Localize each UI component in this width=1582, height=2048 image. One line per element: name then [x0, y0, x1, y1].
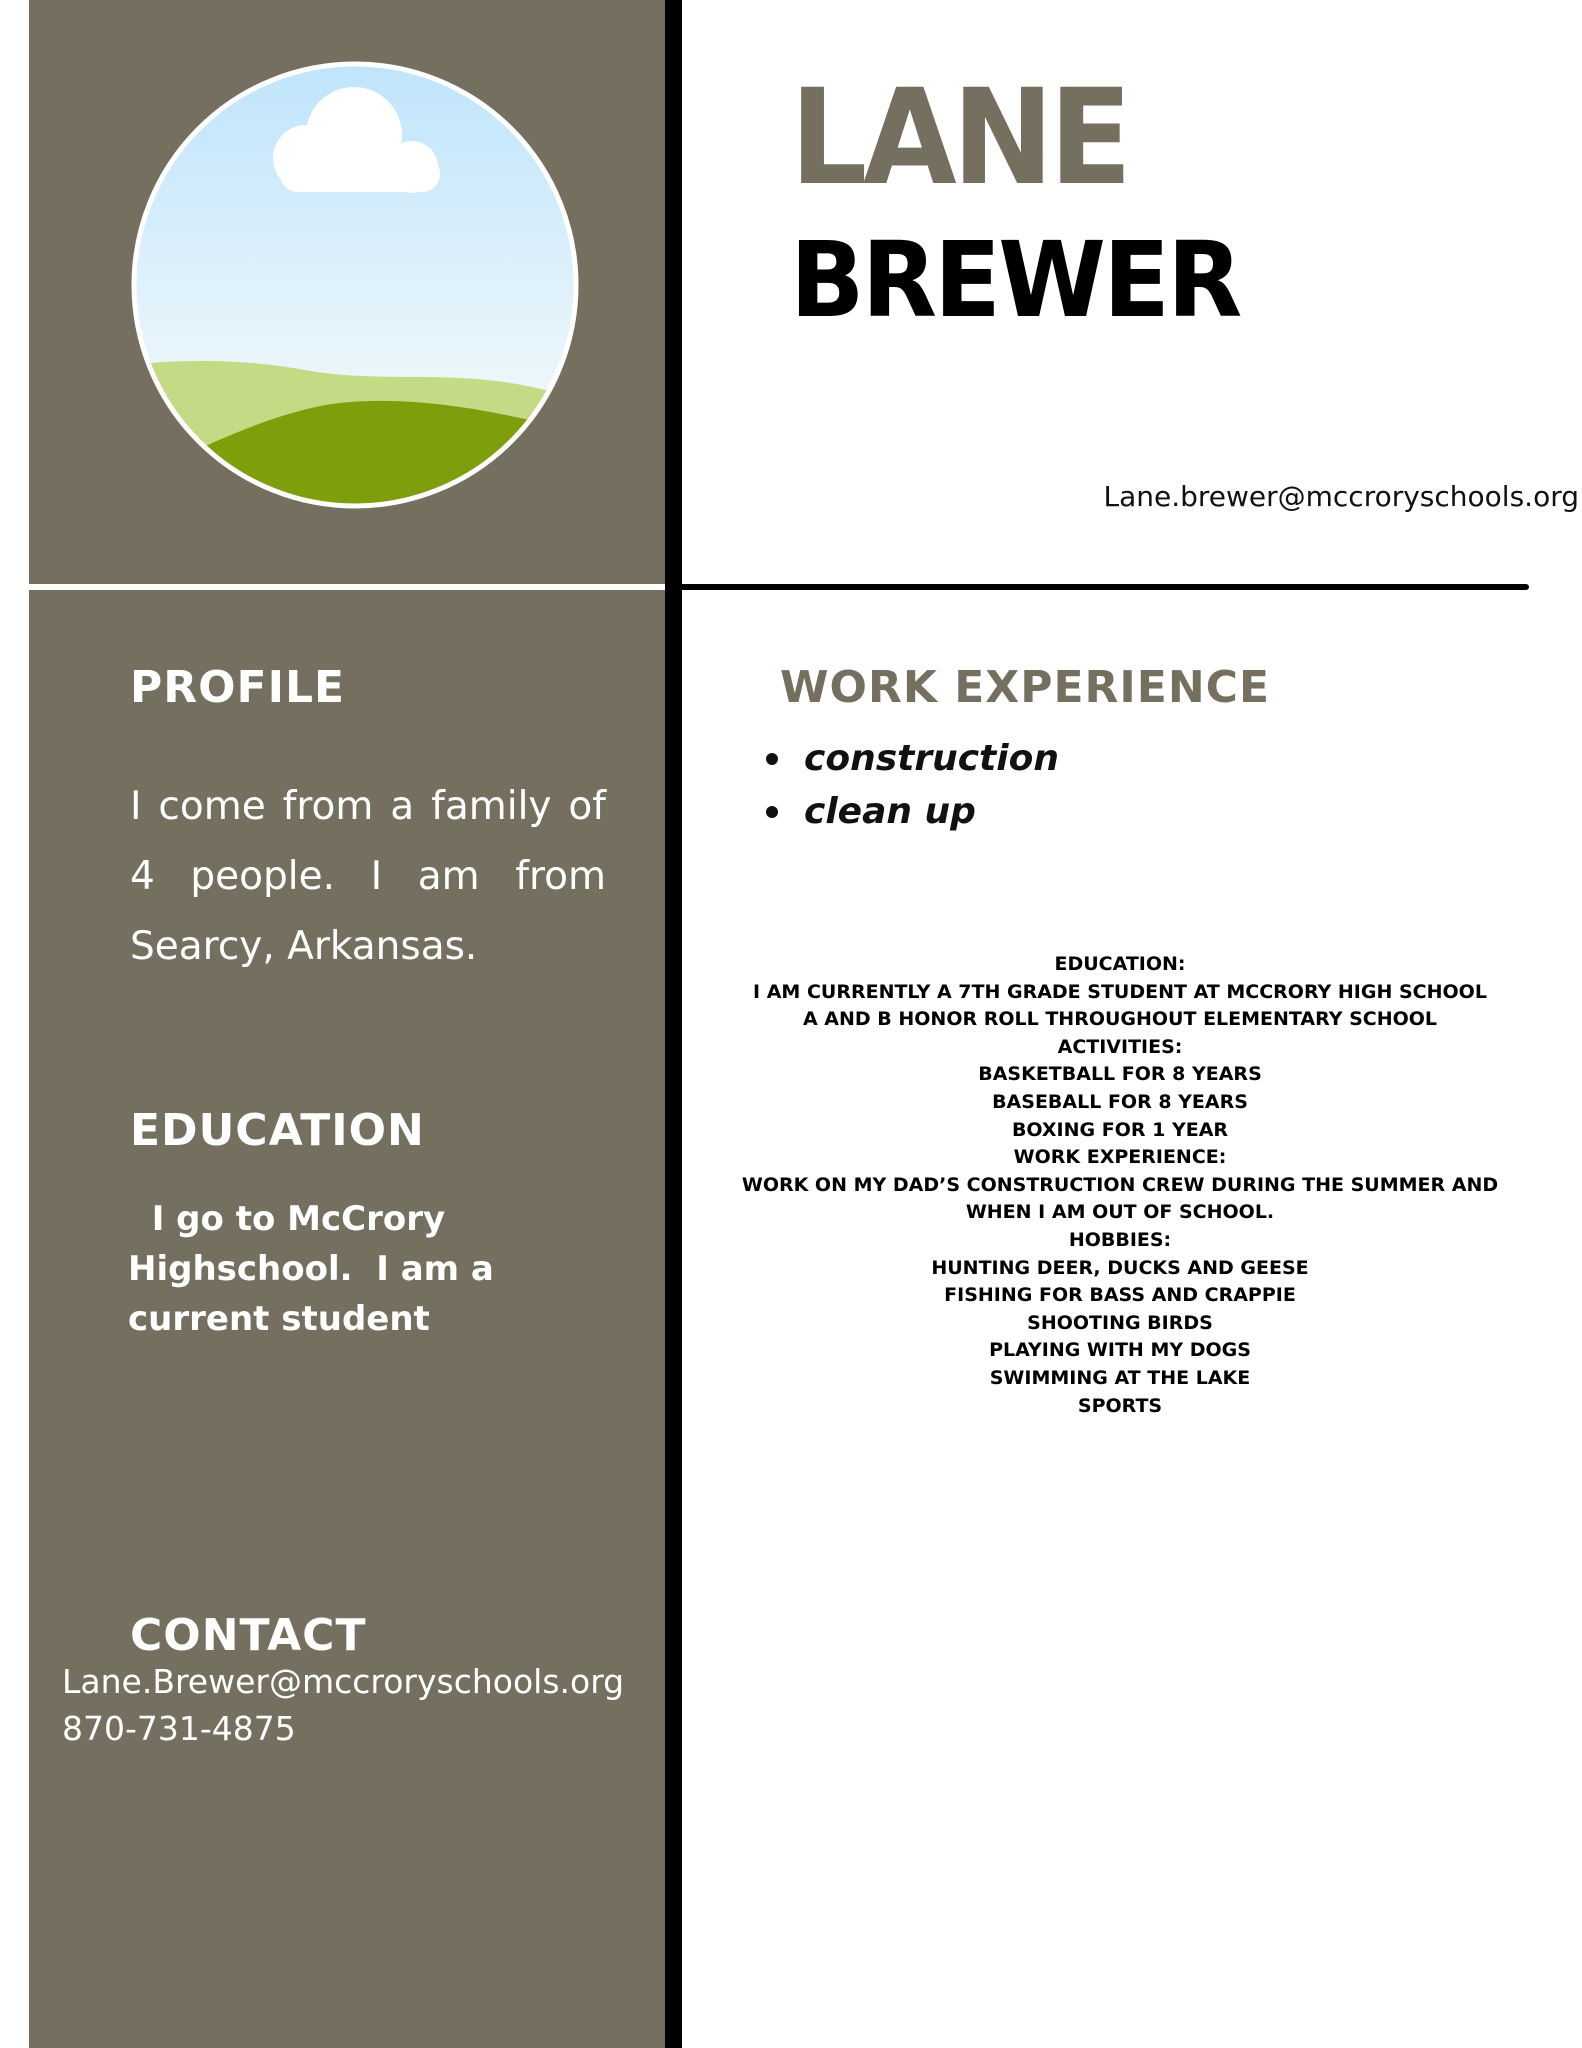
education-text: I go to McCrory Highschool. I am a current student: [128, 1199, 506, 1339]
details-line: HUNTING DEER, DUCKS AND GEESE: [931, 1256, 1309, 1279]
contact-email[interactable]: Lane.Brewer@mccroryschools.org: [62, 1662, 625, 1701]
work-experience-heading: WORK EXPERIENCE: [780, 662, 1270, 713]
contact-phone[interactable]: 870-731-4875: [62, 1709, 296, 1748]
contact-heading: CONTACT: [130, 1610, 367, 1661]
details-line: SHOOTING BIRDS: [1027, 1311, 1213, 1334]
details-line: HOBBIES:: [1068, 1228, 1172, 1251]
details-line: SPORTS: [1077, 1394, 1163, 1417]
bullet-icon: [766, 806, 778, 818]
bullet-icon: [766, 753, 778, 765]
details-line: PLAYING WITH MY DOGS: [989, 1339, 1251, 1362]
details-line: EDUCATION:: [1054, 953, 1186, 975]
work-item-label: clean up: [804, 791, 976, 832]
header-rule: [682, 584, 1529, 590]
details-line: BASEBALL FOR 8 YEARS: [992, 1090, 1248, 1113]
list-item: [764, 785, 1059, 838]
vertical-rule: [665, 0, 682, 2048]
last-name: BREWER: [790, 219, 1240, 341]
details-line: I AM CURRENTLY A 7TH GRADE STUDENT AT MCCRORY HIGH SCHOOL: [753, 980, 1487, 1003]
work-experience-list: [764, 732, 1059, 838]
landscape-placeholder-icon: [130, 60, 580, 510]
sidebar-divider: [29, 584, 665, 590]
details-line: A AND B HONOR ROLL THROUGHOUT ELEMENTARY SCHOOL: [802, 1008, 1438, 1031]
first-name: LANE: [790, 61, 1128, 215]
details-line: SWIMMING AT THE LAKE: [989, 1366, 1251, 1389]
details-line: ACTIVITIES:: [1057, 1035, 1183, 1058]
details-line: WORK ON MY DAD’S CONSTRUCTION CREW DURING THE SUMMER AND: [741, 1173, 1499, 1196]
details-line: FISHING FOR BASS AND CRAPPIE: [944, 1284, 1296, 1307]
header-email[interactable]: Lane.brewer@mccroryschools.org: [1103, 480, 1579, 513]
profile-heading: PROFILE: [130, 662, 346, 713]
details-line: BOXING FOR 1 YEAR: [1011, 1118, 1229, 1141]
profile-text: I come from a family of 4 people. I am from Searcy, Arkansas.: [130, 784, 606, 969]
details-line: WHEN I AM OUT OF SCHOOL.: [965, 1201, 1275, 1224]
education-heading: EDUCATION: [130, 1105, 425, 1156]
details-line: WORK EXPERIENCE:: [1013, 1146, 1227, 1169]
details-line: BASKETBALL FOR 8 YEARS: [978, 1063, 1262, 1086]
list-item: [764, 732, 1059, 785]
work-item-label: construction: [804, 738, 1059, 779]
details-section: [710, 951, 1530, 1420]
